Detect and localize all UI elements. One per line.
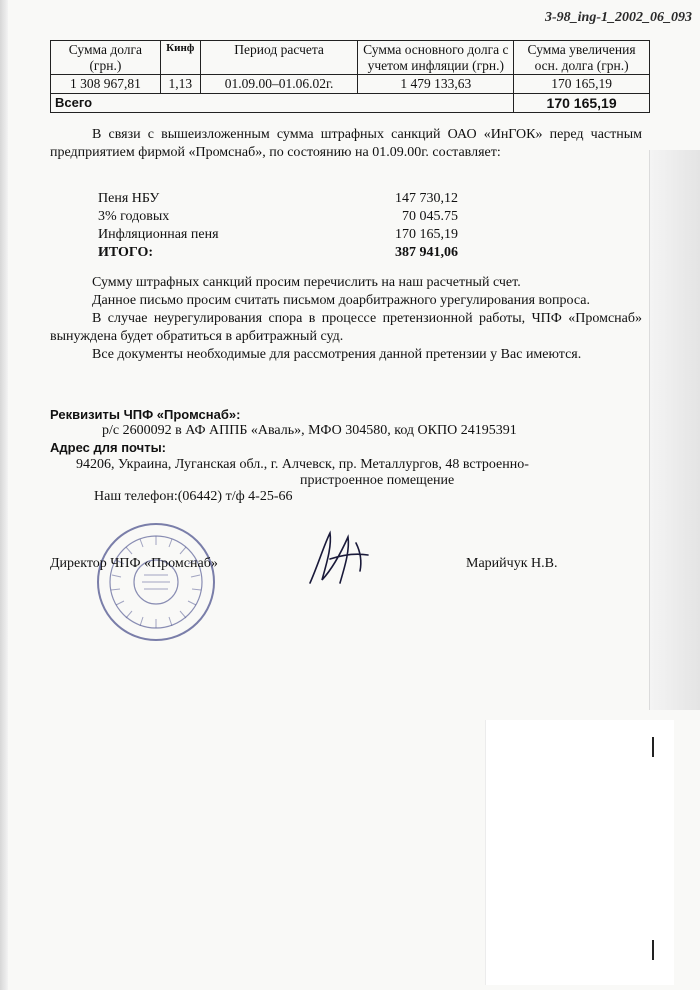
postal-address-line: пристроенное помещение — [300, 473, 455, 488]
paragraph: Сумму штрафных санкций просим перечислить на наш расчетный счет. — [92, 275, 521, 290]
postal-address-line: 94206, Украина, Луганская обл., г. Алчевск, пр. Металлургов, 48 встроенно- — [76, 457, 529, 472]
paragraph: Все документы необходимые для рассмотрения данной претензии у Вас имеются. — [92, 347, 582, 362]
signatory-position: Директор ЧПФ «Промснаб» — [50, 556, 218, 571]
bank-details: р/с 2600092 в АФ АППБ «Аваль», МФО 304580, код ОКПО 24195391 — [102, 423, 517, 438]
table-header-cell: Сумма долга (грн.) — [51, 41, 161, 75]
table-row — [51, 75, 650, 94]
underlying-sheet-edge — [649, 150, 700, 710]
penalty-label: Инфляционная пеня — [98, 227, 219, 242]
debt-table — [50, 40, 650, 113]
table-cell: 1 479 133,63 — [358, 75, 514, 94]
penalty-total-value: 387 941,06 — [395, 245, 458, 260]
phone-number: Наш телефон:(06442) т/ф 4-25-66 — [94, 489, 293, 504]
table-cell: 1,13 — [160, 75, 200, 94]
table-cell: 01.09.00–01.06.02г. — [200, 75, 358, 94]
paragraph: В случае неурегулирования спора в процессе претензионной работы, ЧПФ «Промснаб» вынуждена будет обратиться в арбитражный суд. — [50, 311, 642, 344]
document-id-tag: 3-98_ing-1_2002_06_093 — [545, 10, 692, 25]
table-header-cell: Сумма основного долга с учетом инфляции (грн.) — [358, 41, 514, 75]
penalty-label: Пеня НБУ — [98, 191, 160, 206]
penalty-value: 70 045.75 — [402, 209, 458, 224]
handwritten-signature — [300, 525, 380, 591]
table-total-row — [51, 94, 650, 113]
table-header-row — [51, 41, 650, 75]
attached-blank-sheet — [486, 720, 674, 985]
penalty-value: 147 730,12 — [395, 191, 458, 206]
company-seal-stamp — [94, 520, 218, 644]
margin-mark — [652, 737, 654, 757]
bank-details-heading: Реквизиты ЧПФ «Промснаб»: — [50, 407, 241, 422]
table-header-cell: Период расчета — [200, 41, 358, 75]
intro-paragraph-block — [50, 126, 642, 162]
penalty-value: 170 165,19 — [395, 227, 458, 242]
penalty-row — [98, 190, 458, 208]
signatory-name: Марийчук Н.В. — [466, 556, 558, 571]
postal-address-heading: Адрес для почты: — [50, 440, 167, 455]
penalty-label: 3% годовых — [98, 209, 170, 224]
penalty-row — [98, 208, 458, 226]
margin-mark — [652, 940, 654, 960]
table-header-cell: Сумма увеличения осн. долга (грн.) — [514, 41, 650, 75]
page-edge-shadow — [0, 0, 8, 990]
table-total-label: Всего — [51, 94, 514, 113]
penalty-total-label: ИТОГО: — [98, 245, 154, 260]
penalty-list — [98, 190, 458, 262]
intro-paragraph: В связи с вышеизложенным сумма штрафных санкций ОАО «ИнГОК» перед частным предприятием фирмой «Промснаб», по состоянию на 01.09.00г. составляет: — [50, 127, 642, 160]
table-cell: 1 308 967,81 — [51, 75, 161, 94]
closing-paragraphs — [50, 274, 642, 364]
table-header-cell: Кинф — [160, 41, 200, 75]
table-total-value: 170 165,19 — [514, 94, 650, 113]
table-cell: 170 165,19 — [514, 75, 650, 94]
penalty-total-row — [98, 244, 458, 262]
paragraph: Данное письмо просим считать письмом доарбитражного урегулирования вопроса. — [92, 293, 590, 308]
penalty-row — [98, 226, 458, 244]
